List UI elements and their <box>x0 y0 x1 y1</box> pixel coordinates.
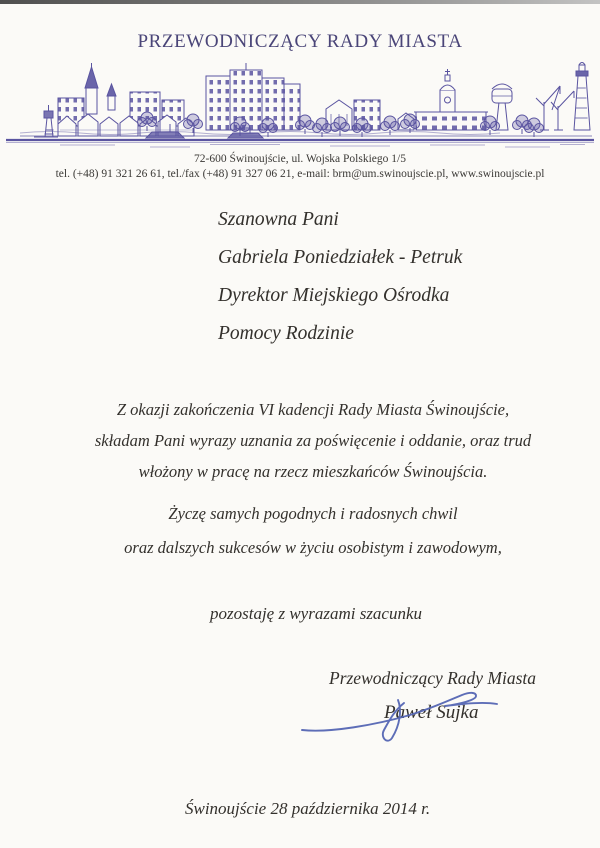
body-paragraph-1 <box>53 394 573 487</box>
city-hall <box>414 69 488 130</box>
letterhead-address-block <box>0 152 600 181</box>
paragraph-line: włożony w pracę na rzecz mieszkańców Świnoujścia. <box>138 462 488 481</box>
recipient-title-line-1: Dyrektor Miejskiego Ośrodka <box>218 285 450 306</box>
signer-role: Przewodniczący Rady Miasta <box>329 668 537 688</box>
handwritten-signature <box>280 685 510 745</box>
address-line: 72-600 Świnoujście, ul. Wojska Polskiego 1/5 <box>194 153 406 165</box>
salutation: Szanowna Pani <box>218 209 339 230</box>
lighthouse <box>574 63 590 131</box>
harbor-cranes <box>536 86 574 130</box>
place-date-line: Świnoujście 28 października 2014 r. <box>185 799 431 818</box>
paragraph-line: składam Pani wyrazy uznania za poświęcenie i oddanie, oraz trud <box>94 431 532 450</box>
cityscape-illustration <box>0 60 600 150</box>
recipient-name: Gabriela Poniedziałek - Petruk <box>218 247 463 268</box>
paragraph-line: Życzę samych pogodnych i radosnych chwil <box>168 504 458 523</box>
letterhead-title: PRZEWODNICZĄCY RADY MIASTA <box>137 31 463 52</box>
scan-edge-artifact <box>0 0 600 4</box>
signer-name: Paweł Sujka <box>384 702 479 723</box>
water-reflections <box>60 145 585 148</box>
closing-line: pozostaję z wyrazami szacunku <box>210 604 423 623</box>
paragraph-line: oraz dalszych sukcesów w życiu osobistym i zawodowym, <box>124 538 502 557</box>
paragraph-line: Z okazji zakończenia VI kadencji Rady Miasta Świnoujście, <box>116 400 510 419</box>
small-spire <box>107 84 116 110</box>
contact-line: tel. (+48) 91 321 26 61, tel./fax (+48) 91 327 06 21, e-mail: brm@um.swinoujscie.pl, www.swinoujscie.pl <box>55 167 545 180</box>
recipient-block <box>218 201 462 353</box>
recipient-title-line-2: Pomocy Rodzinie <box>218 323 354 344</box>
church-spire <box>85 63 98 114</box>
body-paragraph-2 <box>53 497 573 565</box>
highrise-cluster <box>206 63 300 130</box>
